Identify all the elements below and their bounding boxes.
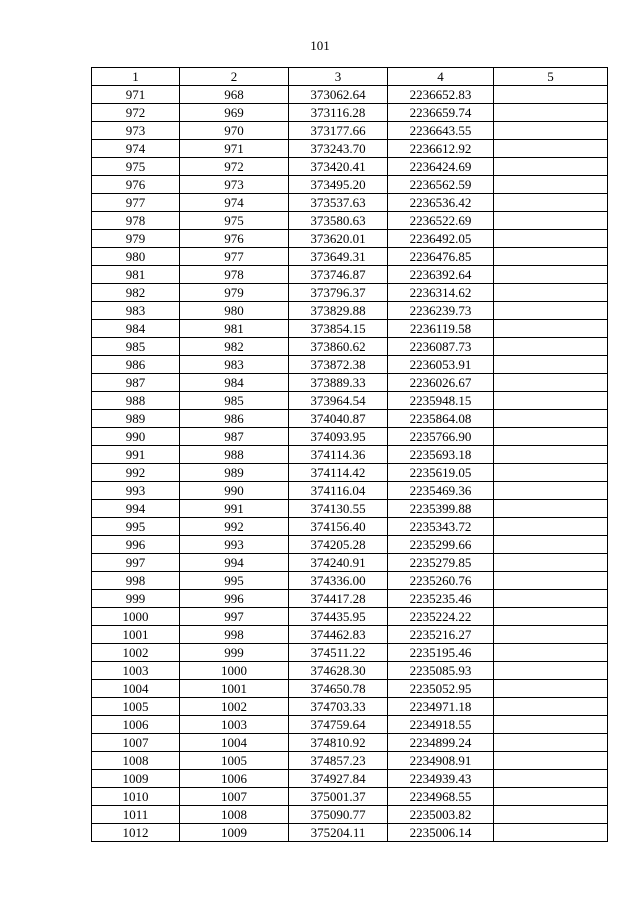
table-cell: 998 xyxy=(92,572,180,590)
table-cell: 374114.36 xyxy=(289,446,388,464)
table-row xyxy=(92,176,608,194)
table-cell: 373580.63 xyxy=(289,212,388,230)
table-cell: 2235766.90 xyxy=(388,428,494,446)
table-cell xyxy=(494,716,608,734)
table-cell xyxy=(494,140,608,158)
table-row xyxy=(92,644,608,662)
table-cell: 374205.28 xyxy=(289,536,388,554)
table-row xyxy=(92,410,608,428)
table-row xyxy=(92,230,608,248)
table-cell: 982 xyxy=(180,338,289,356)
table-cell xyxy=(494,644,608,662)
table-cell xyxy=(494,410,608,428)
table-cell: 982 xyxy=(92,284,180,302)
table-cell: 2236053.91 xyxy=(388,356,494,374)
table-row xyxy=(92,500,608,518)
table-cell: 2234899.24 xyxy=(388,734,494,752)
table-cell: 374130.55 xyxy=(289,500,388,518)
table-cell: 976 xyxy=(180,230,289,248)
table-row xyxy=(92,212,608,230)
table-cell: 373062.64 xyxy=(289,86,388,104)
table-cell: 2235195.46 xyxy=(388,644,494,662)
table-cell xyxy=(494,266,608,284)
table-cell: 971 xyxy=(92,86,180,104)
table-cell: 2236536.42 xyxy=(388,194,494,212)
table-cell: 981 xyxy=(92,266,180,284)
table-cell: 1005 xyxy=(180,752,289,770)
table-cell: 2234971.18 xyxy=(388,698,494,716)
table-cell: 987 xyxy=(92,374,180,392)
table-cell: 975 xyxy=(92,158,180,176)
table-row xyxy=(92,716,608,734)
column-header-4: 4 xyxy=(388,68,494,86)
table-cell: 968 xyxy=(180,86,289,104)
table-cell: 978 xyxy=(180,266,289,284)
table-cell xyxy=(494,104,608,122)
table-cell: 990 xyxy=(92,428,180,446)
table-cell: 373872.38 xyxy=(289,356,388,374)
table-cell xyxy=(494,446,608,464)
table-cell: 2236026.67 xyxy=(388,374,494,392)
table-cell: 1001 xyxy=(180,680,289,698)
table-cell: 374156.40 xyxy=(289,518,388,536)
table-cell: 373964.54 xyxy=(289,392,388,410)
table-cell: 985 xyxy=(92,338,180,356)
page-number: 101 xyxy=(310,38,330,53)
column-header-1: 1 xyxy=(92,68,180,86)
table-cell: 1004 xyxy=(92,680,180,698)
table-row xyxy=(92,374,608,392)
table-cell: 989 xyxy=(92,410,180,428)
table-cell xyxy=(494,608,608,626)
table-row xyxy=(92,806,608,824)
table-row xyxy=(92,86,608,104)
table-cell: 997 xyxy=(92,554,180,572)
table-cell: 993 xyxy=(180,536,289,554)
table-cell: 374650.78 xyxy=(289,680,388,698)
table-cell: 996 xyxy=(92,536,180,554)
table-cell: 2234918.55 xyxy=(388,716,494,734)
table-cell: 374759.64 xyxy=(289,716,388,734)
table-cell: 1005 xyxy=(92,698,180,716)
table-cell: 2235693.18 xyxy=(388,446,494,464)
table-row xyxy=(92,248,608,266)
table-cell: 1000 xyxy=(180,662,289,680)
table-cell: 2234968.55 xyxy=(388,788,494,806)
table-cell: 1000 xyxy=(92,608,180,626)
table-row xyxy=(92,554,608,572)
table-cell: 991 xyxy=(92,446,180,464)
table-cell xyxy=(494,464,608,482)
table-cell: 2235948.15 xyxy=(388,392,494,410)
table-cell: 373177.66 xyxy=(289,122,388,140)
table-cell: 2236612.92 xyxy=(388,140,494,158)
table-row xyxy=(92,824,608,842)
column-header-5: 5 xyxy=(494,68,608,86)
table-cell xyxy=(494,176,608,194)
column-header-2: 2 xyxy=(180,68,289,86)
table-cell: 973 xyxy=(180,176,289,194)
table-cell: 2235299.66 xyxy=(388,536,494,554)
table-cell: 373649.31 xyxy=(289,248,388,266)
table-row xyxy=(92,356,608,374)
table-cell: 988 xyxy=(92,392,180,410)
table-cell: 374093.95 xyxy=(289,428,388,446)
table-cell: 2236492.05 xyxy=(388,230,494,248)
table-cell: 374040.87 xyxy=(289,410,388,428)
table-cell: 373860.62 xyxy=(289,338,388,356)
table-cell xyxy=(494,482,608,500)
table-row xyxy=(92,680,608,698)
table-cell xyxy=(494,680,608,698)
table-cell: 1009 xyxy=(180,824,289,842)
table-cell: 1003 xyxy=(92,662,180,680)
table-cell: 374114.42 xyxy=(289,464,388,482)
table-row xyxy=(92,104,608,122)
table-cell: 2236424.69 xyxy=(388,158,494,176)
table-cell xyxy=(494,590,608,608)
table-cell: 986 xyxy=(180,410,289,428)
table-cell: 979 xyxy=(180,284,289,302)
table-cell: 973 xyxy=(92,122,180,140)
table-cell: 374462.83 xyxy=(289,626,388,644)
table-cell: 994 xyxy=(92,500,180,518)
table-cell: 1008 xyxy=(180,806,289,824)
table-cell: 990 xyxy=(180,482,289,500)
table-cell: 1011 xyxy=(92,806,180,824)
table-cell: 375204.11 xyxy=(289,824,388,842)
table-cell: 2235235.46 xyxy=(388,590,494,608)
table-row xyxy=(92,338,608,356)
table-cell: 2236522.69 xyxy=(388,212,494,230)
table-cell: 374857.23 xyxy=(289,752,388,770)
table-cell: 2236314.62 xyxy=(388,284,494,302)
table-cell: 2235343.72 xyxy=(388,518,494,536)
table-cell: 1006 xyxy=(92,716,180,734)
table-cell: 374240.91 xyxy=(289,554,388,572)
table-row xyxy=(92,662,608,680)
table-cell: 373854.15 xyxy=(289,320,388,338)
table-cell: 374927.84 xyxy=(289,770,388,788)
table-row xyxy=(92,464,608,482)
table-cell: 373420.41 xyxy=(289,158,388,176)
table-cell: 373829.88 xyxy=(289,302,388,320)
table-row xyxy=(92,752,608,770)
table-cell: 996 xyxy=(180,590,289,608)
table-cell: 373889.33 xyxy=(289,374,388,392)
table-cell xyxy=(494,338,608,356)
table-cell: 2236643.55 xyxy=(388,122,494,140)
table-cell: 978 xyxy=(92,212,180,230)
table-cell xyxy=(494,500,608,518)
table-cell: 2236239.73 xyxy=(388,302,494,320)
table-cell: 977 xyxy=(180,248,289,266)
table-cell: 999 xyxy=(92,590,180,608)
table-cell: 374116.04 xyxy=(289,482,388,500)
table-cell: 2236652.83 xyxy=(388,86,494,104)
table-cell: 1012 xyxy=(92,824,180,842)
table-cell: 993 xyxy=(92,482,180,500)
table-cell: 374435.95 xyxy=(289,608,388,626)
table-cell xyxy=(494,752,608,770)
table-cell: 984 xyxy=(180,374,289,392)
table-cell: 2235216.27 xyxy=(388,626,494,644)
table-row xyxy=(92,284,608,302)
table-cell: 976 xyxy=(92,176,180,194)
table-cell: 980 xyxy=(180,302,289,320)
table-row xyxy=(92,482,608,500)
table-cell: 373116.28 xyxy=(289,104,388,122)
table-cell xyxy=(494,122,608,140)
table-row xyxy=(92,572,608,590)
table-row xyxy=(92,608,608,626)
table-row xyxy=(92,140,608,158)
table-cell: 2236476.85 xyxy=(388,248,494,266)
table-cell: 994 xyxy=(180,554,289,572)
table-cell: 2235864.08 xyxy=(388,410,494,428)
table-cell: 1001 xyxy=(92,626,180,644)
table-row xyxy=(92,320,608,338)
table-cell: 981 xyxy=(180,320,289,338)
table-cell xyxy=(494,158,608,176)
table-cell: 375001.37 xyxy=(289,788,388,806)
table-cell: 374511.22 xyxy=(289,644,388,662)
table-cell: 1009 xyxy=(92,770,180,788)
table-cell: 2235260.76 xyxy=(388,572,494,590)
table-cell: 989 xyxy=(180,464,289,482)
table-cell xyxy=(494,230,608,248)
table-cell: 2235085.93 xyxy=(388,662,494,680)
table-cell: 2235224.22 xyxy=(388,608,494,626)
table-row xyxy=(92,392,608,410)
table-cell: 2235279.85 xyxy=(388,554,494,572)
table-cell xyxy=(494,356,608,374)
table-cell: 992 xyxy=(180,518,289,536)
table-cell: 374810.92 xyxy=(289,734,388,752)
table-row xyxy=(92,428,608,446)
table-body xyxy=(92,86,608,842)
table-cell xyxy=(494,572,608,590)
table-cell: 374703.33 xyxy=(289,698,388,716)
table-cell xyxy=(494,698,608,716)
table-cell: 1010 xyxy=(92,788,180,806)
table-cell: 988 xyxy=(180,446,289,464)
table-cell: 373796.37 xyxy=(289,284,388,302)
table-cell: 983 xyxy=(92,302,180,320)
table-cell xyxy=(494,320,608,338)
table-cell: 374628.30 xyxy=(289,662,388,680)
table-cell: 2235399.88 xyxy=(388,500,494,518)
table-cell: 373620.01 xyxy=(289,230,388,248)
table-cell: 969 xyxy=(180,104,289,122)
table-cell xyxy=(494,554,608,572)
column-header-3: 3 xyxy=(289,68,388,86)
table-cell: 979 xyxy=(92,230,180,248)
table-cell: 1007 xyxy=(92,734,180,752)
table-row xyxy=(92,770,608,788)
table-cell: 975 xyxy=(180,212,289,230)
table-cell: 984 xyxy=(92,320,180,338)
table-cell: 373746.87 xyxy=(289,266,388,284)
table-cell xyxy=(494,806,608,824)
coordinates-table xyxy=(91,67,608,842)
table-cell xyxy=(494,194,608,212)
table-cell: 374336.00 xyxy=(289,572,388,590)
table-cell: 1002 xyxy=(92,644,180,662)
table-cell: 1007 xyxy=(180,788,289,806)
table-cell: 1008 xyxy=(92,752,180,770)
table-cell: 373537.63 xyxy=(289,194,388,212)
table-cell: 2234939.43 xyxy=(388,770,494,788)
table-cell: 970 xyxy=(180,122,289,140)
table-row xyxy=(92,626,608,644)
table-cell: 2236562.59 xyxy=(388,176,494,194)
table-cell: 995 xyxy=(92,518,180,536)
table-cell: 374417.28 xyxy=(289,590,388,608)
table-cell xyxy=(494,428,608,446)
table-cell xyxy=(494,536,608,554)
table-cell: 2235469.36 xyxy=(388,482,494,500)
table-row xyxy=(92,590,608,608)
table-row xyxy=(92,518,608,536)
table-cell: 992 xyxy=(92,464,180,482)
table-cell: 974 xyxy=(180,194,289,212)
table-cell xyxy=(494,392,608,410)
table-cell: 997 xyxy=(180,608,289,626)
table-cell: 375090.77 xyxy=(289,806,388,824)
table-cell: 972 xyxy=(180,158,289,176)
table-cell: 1004 xyxy=(180,734,289,752)
table-cell xyxy=(494,284,608,302)
table-cell xyxy=(494,662,608,680)
table-cell: 985 xyxy=(180,392,289,410)
table-cell xyxy=(494,248,608,266)
table-cell: 974 xyxy=(92,140,180,158)
table-cell xyxy=(494,770,608,788)
table-cell: 2236392.64 xyxy=(388,266,494,284)
table-cell: 1002 xyxy=(180,698,289,716)
table-row xyxy=(92,536,608,554)
table-header-row xyxy=(92,68,608,86)
table-cell: 972 xyxy=(92,104,180,122)
table-row xyxy=(92,122,608,140)
table-cell: 987 xyxy=(180,428,289,446)
table-cell: 2236659.74 xyxy=(388,104,494,122)
table-cell: 995 xyxy=(180,572,289,590)
table-row xyxy=(92,266,608,284)
table-cell: 980 xyxy=(92,248,180,266)
table-cell: 2235003.82 xyxy=(388,806,494,824)
table-row xyxy=(92,788,608,806)
table-cell xyxy=(494,824,608,842)
table-row xyxy=(92,194,608,212)
table-row xyxy=(92,302,608,320)
table-cell xyxy=(494,518,608,536)
table-cell: 977 xyxy=(92,194,180,212)
table-cell xyxy=(494,86,608,104)
table-cell: 2235619.05 xyxy=(388,464,494,482)
table-cell xyxy=(494,212,608,230)
table-cell: 1006 xyxy=(180,770,289,788)
table-cell xyxy=(494,734,608,752)
table-cell: 1003 xyxy=(180,716,289,734)
table-cell xyxy=(494,374,608,392)
table-cell: 991 xyxy=(180,500,289,518)
table-cell xyxy=(494,626,608,644)
table-row xyxy=(92,158,608,176)
table-cell: 999 xyxy=(180,644,289,662)
table-cell: 971 xyxy=(180,140,289,158)
table-row xyxy=(92,446,608,464)
table-cell: 986 xyxy=(92,356,180,374)
table-cell: 2235006.14 xyxy=(388,824,494,842)
table-cell: 2235052.95 xyxy=(388,680,494,698)
table-row xyxy=(92,734,608,752)
table-cell: 983 xyxy=(180,356,289,374)
table-cell: 2234908.91 xyxy=(388,752,494,770)
table-cell: 373495.20 xyxy=(289,176,388,194)
table-cell: 373243.70 xyxy=(289,140,388,158)
table-cell: 2236087.73 xyxy=(388,338,494,356)
table-cell: 998 xyxy=(180,626,289,644)
table-cell xyxy=(494,788,608,806)
table-cell: 2236119.58 xyxy=(388,320,494,338)
table-cell xyxy=(494,302,608,320)
table-row xyxy=(92,698,608,716)
